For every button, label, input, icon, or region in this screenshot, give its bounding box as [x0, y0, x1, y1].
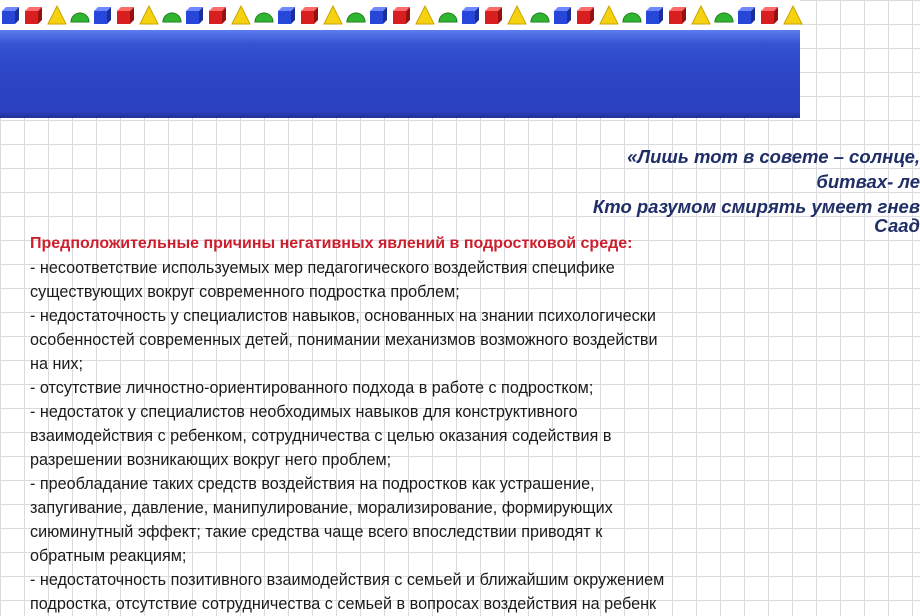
blue-cube-shape — [186, 7, 203, 24]
yellow-triangle-shape — [324, 6, 342, 24]
yellow-triangle-shape — [600, 6, 618, 24]
header-band-shadow — [0, 112, 800, 118]
red-cube-shape — [577, 7, 594, 24]
blue-cube-shape — [2, 7, 19, 24]
green-halfdisk-shape — [163, 13, 181, 22]
epigraph-line: Кто разумом смирять умеет гнев — [592, 196, 920, 217]
main-text — [30, 232, 830, 616]
red-cube-shape — [301, 7, 318, 24]
blue-cube-shape — [370, 7, 387, 24]
epigraph-author: Саад — [874, 215, 920, 236]
text-line: - отсутствие личностно-ориентированного подхода в работе с подростком; — [30, 379, 594, 397]
blue-cube-shape — [462, 7, 479, 24]
yellow-triangle-shape — [508, 6, 526, 24]
header-band-highlight — [0, 30, 800, 44]
text-line: разрешении возникающих вокруг него проблем; — [30, 451, 392, 469]
epigraph-line: битвах- ле — [816, 171, 920, 192]
yellow-triangle-shape — [232, 6, 250, 24]
green-halfdisk-shape — [347, 13, 365, 22]
epigraph-line: «Лишь тот в совете – солнце, — [627, 146, 920, 167]
red-cube-shape — [209, 7, 226, 24]
blue-cube-shape — [278, 7, 295, 24]
yellow-triangle-shape — [416, 6, 434, 24]
green-halfdisk-shape — [715, 13, 733, 22]
section-heading: Предположительные причины негативных явлений в подростковой среде: — [30, 235, 633, 252]
yellow-triangle-shape — [692, 6, 710, 24]
yellow-triangle-shape — [48, 6, 66, 24]
blue-cube-shape — [738, 7, 755, 24]
green-halfdisk-shape — [623, 13, 641, 22]
red-cube-shape — [393, 7, 410, 24]
yellow-triangle-shape — [784, 6, 802, 24]
header-band — [0, 30, 800, 118]
text-line: - преобладание таких средств воздействия на подростков как устрашение, — [30, 475, 595, 493]
red-cube-shape — [669, 7, 686, 24]
red-cube-shape — [485, 7, 502, 24]
text-line: особенностей современных детей, понимании механизмов возможного воздействи — [30, 331, 658, 349]
text-line: сиюминутный эффект; такие средства чаще всего впоследствии приводят к — [30, 523, 603, 541]
green-halfdisk-shape — [71, 13, 89, 22]
text-line: взаимодействия с ребенком, сотрудничества с целью оказания содействия в — [30, 427, 612, 445]
red-cube-shape — [25, 7, 42, 24]
text-line: - недостаточность позитивного взаимодействия с семьей и ближайшим окружением — [30, 571, 665, 589]
shapes-border-graphic — [0, 0, 800, 30]
text-line: запугивание, давление, манипулирование, морализирование, формирующих — [30, 499, 613, 517]
text-line: на них; — [30, 355, 84, 373]
text-line: обратным реакциям; — [30, 547, 187, 565]
yellow-triangle-shape — [140, 6, 158, 24]
blue-cube-shape — [94, 7, 111, 24]
red-cube-shape — [761, 7, 778, 24]
green-halfdisk-shape — [255, 13, 273, 22]
decorative-shapes-strip — [0, 0, 800, 30]
green-halfdisk-shape — [531, 13, 549, 22]
blue-cube-shape — [554, 7, 571, 24]
blue-cube-shape — [646, 7, 663, 24]
text-line: - недостаток у специалистов необходимых навыков для конструктивного — [30, 403, 578, 421]
green-halfdisk-shape — [439, 13, 457, 22]
text-line: - несоответствие используемых мер педагогического воздействия специфике — [30, 259, 615, 277]
text-line: - недостаточность у специалистов навыков, основанных на знании психологически — [30, 307, 656, 325]
red-cube-shape — [117, 7, 134, 24]
text-line: подростка, отсутствие сотрудничества с семьей в вопросах воздействия на ребенк — [30, 595, 657, 613]
epigraph-quote — [400, 144, 920, 238]
text-line: существующих вокруг современного подростка проблем; — [30, 283, 460, 301]
